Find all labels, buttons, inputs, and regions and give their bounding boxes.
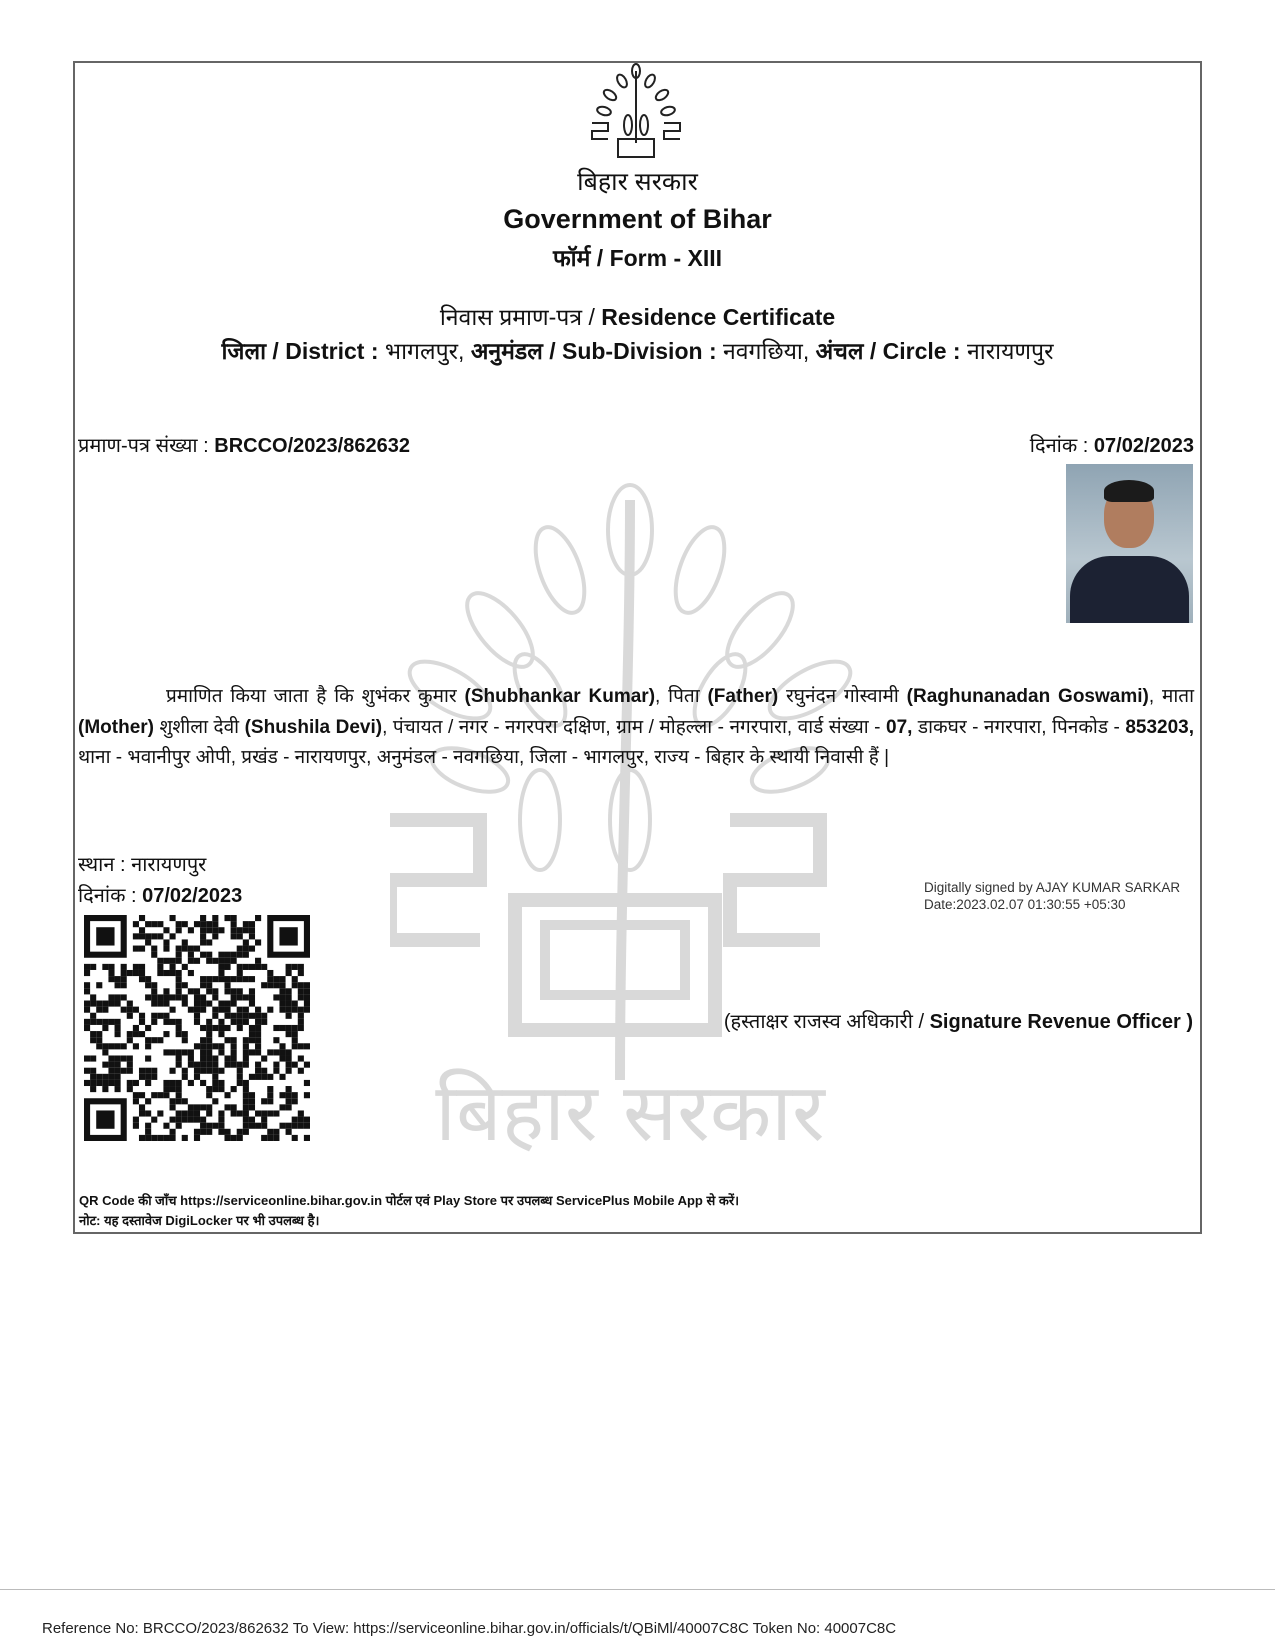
circle-value: नारायणपुर [966, 338, 1054, 364]
subdivision-value: नवगछिया, [723, 338, 810, 364]
certificate-body: प्रमाणित किया जाता है कि शुभंकर कुमार (Shubhankar Kumar), पिता (Father) रघुनंदन गोस्वामी (Raghunanadan Goswami), माता (Mother) शुशीला देवी (Shushila Devi), पंचायत / नगर - नगरपरा दक्षिण, ग्राम / मोहल्ला - नगरपारा, वार्ड संख्या - 07, डाकघर - नगरपारा, पिनकोड - 853203, थाना - भवानीपुर ओपी, प्रखंड - नारायणपुर, अनुमंडल - नवगछिया, जिला - भागलपुर, राज्य - बिहार के स्थायी निवासी हैं | [78, 686, 1195, 768]
header-title-english: Government of Bihar [503, 204, 772, 234]
signature-label [724, 1007, 1193, 1034]
bihar-emblem-watermark [390, 480, 890, 1170]
form-number: फॉर्म / Form - XIII [552, 245, 723, 271]
svg-text:बिहार सरकार: बिहार सरकार [435, 1066, 825, 1159]
cert-date-label: दिनांक : [1029, 435, 1089, 457]
location-line [0, 334, 1275, 366]
place-label: स्थान : [78, 854, 126, 876]
certificate-number [78, 431, 410, 458]
bihar-emblem-logo [590, 63, 682, 159]
qr-code [84, 915, 310, 1141]
issue-date-label: दिनांक : [78, 885, 137, 907]
place-value: नारायणपुर [131, 854, 207, 876]
cert-date-value: 07/02/2023 [1093, 435, 1194, 457]
issue-place [78, 850, 206, 877]
footer-reference: Reference No: BRCCO/2023/862632 To View: https://serviceonline.bihar.gov.in/officials/t/QBiMl/40007C8C Token No: 40007C8C [42, 1620, 897, 1637]
cert-number-label: प्रमाण-पत्र संख्या : [78, 435, 209, 457]
header-title-hindi: बिहार सरकार [577, 168, 698, 196]
digital-sign-date: Date:2023.02.07 01:30:55 +05:30 [924, 897, 1126, 912]
district-value: भागलपुर, [384, 338, 465, 364]
cert-number-value: BRCCO/2023/862632 [214, 435, 410, 457]
subdivision-label: अनुमंडल / Sub-Division : [470, 338, 717, 364]
issue-date-value: 07/02/2023 [142, 885, 243, 907]
signature-label-en: Signature Revenue Officer ) [929, 1011, 1193, 1033]
digilocker-note: नोट: यह दस्तावेज DigiLocker पर भी उपलब्ध है। [79, 1213, 320, 1228]
certificate-title [0, 300, 1275, 332]
applicant-photo [1066, 464, 1193, 623]
district-label: जिला / District : [221, 338, 379, 364]
digital-signature [924, 879, 1180, 913]
digital-signed-by: Digitally signed by AJAY KUMAR SARKAR [924, 880, 1181, 895]
qr-verification-note: QR Code की जाँच https://serviceonline.bihar.gov.in पोर्टल एवं Play Store पर उपलब्ध ServicePlus Mobile App से करें। [79, 1193, 740, 1208]
circle-label: अंचल / Circle : [815, 338, 961, 364]
certificate-date [1030, 431, 1194, 458]
certificate-title-hi: निवास प्रमाण-पत्र / [439, 304, 595, 330]
signature-label-hi: (हस्ताक्षर राजस्व अधिकारी / [723, 1011, 925, 1033]
issue-date [78, 881, 242, 908]
certificate-title-en: Residence Certificate [601, 304, 836, 330]
footer-divider [0, 1589, 1275, 1590]
